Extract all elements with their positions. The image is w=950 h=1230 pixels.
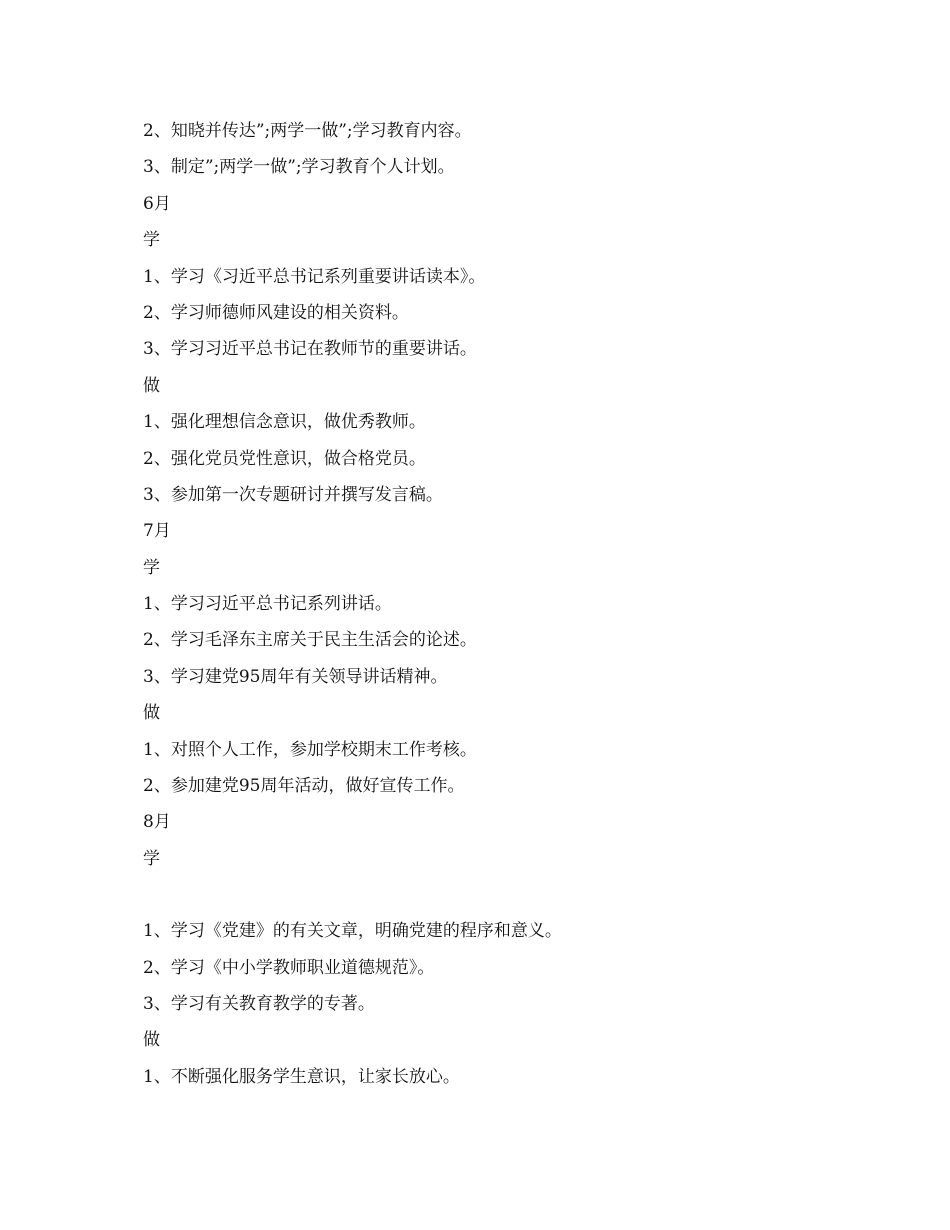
section-heading-do: 做 <box>143 1030 160 1051</box>
list-item: 1、学习《党建》的有关文章，明确党建的程序和意义。 <box>143 921 562 942</box>
list-item: 2、学习毛泽东主席关于民主生活会的论述。 <box>143 630 477 651</box>
list-item: 1、对照个人工作，参加学校期末工作考核。 <box>143 739 477 760</box>
document-body <box>143 113 863 1095</box>
list-item: 1、学习《习近平总书记系列重要讲话读本》。 <box>143 266 486 287</box>
month-heading: 7月 <box>143 521 171 542</box>
month-heading: 8月 <box>143 812 171 833</box>
blank-gap <box>143 877 863 913</box>
month-heading: 6月 <box>143 193 171 214</box>
section-heading-study: 学 <box>143 557 160 578</box>
list-item: 3、参加第一次专题研讨并撰写发言稿。 <box>143 484 443 505</box>
list-item: 3、学习有关教育教学的专著。 <box>143 993 375 1014</box>
list-item: 1、强化理想信念意识，做优秀教师。 <box>143 412 426 433</box>
list-item: 3、学习习近平总书记在教师节的重要讲话。 <box>143 339 477 360</box>
section-heading-do: 做 <box>143 703 160 724</box>
list-item: 3、制定”;两学一做”;学习教育个人计划。 <box>143 157 455 178</box>
list-item: 2、强化党员党性意识，做合格党员。 <box>143 448 426 469</box>
list-item: 2、学习《中小学教师职业道德规范》。 <box>143 957 435 978</box>
list-item: 2、知晓并传达”;两学一做”;学习教育内容。 <box>143 121 472 141</box>
list-item: 1、学习习近平总书记系列讲话。 <box>143 594 392 615</box>
list-item: 1、不断强化服务学生意识，让家长放心。 <box>143 1066 460 1087</box>
section-heading-study: 学 <box>143 230 160 251</box>
list-item: 2、学习师德师风建设的相关资料。 <box>143 302 409 323</box>
section-heading-study: 学 <box>143 848 160 869</box>
section-heading-do: 做 <box>143 375 160 396</box>
list-item: 3、学习建党95周年有关领导讲话精神。 <box>143 666 448 687</box>
list-item: 2、参加建党95周年活动，做好宣传工作。 <box>143 776 465 797</box>
